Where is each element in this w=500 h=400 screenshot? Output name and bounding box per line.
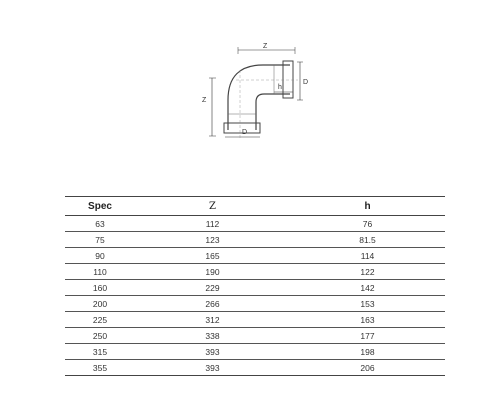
table-row [65,296,445,312]
header-h: h [290,197,445,216]
cell-spec: 110 [65,264,135,280]
cell-h: 142 [290,280,445,296]
dim-bottom-d: D [242,129,248,136]
table-row [65,328,445,344]
table-row [65,248,445,264]
table-row [65,216,445,232]
dim-left-z: Z [202,97,207,104]
cell-z: 393 [135,360,290,376]
header-spec: Spec [65,197,135,216]
table-row [65,232,445,248]
cell-z: 338 [135,328,290,344]
cell-h: 198 [290,344,445,360]
table-header-row [65,197,445,216]
cell-z: 229 [135,280,290,296]
dim-top-z: Z [263,43,268,50]
spec-table [65,196,445,376]
cell-z: 266 [135,296,290,312]
cell-spec: 75 [65,232,135,248]
header-z: Z [135,197,290,216]
cell-spec: 315 [65,344,135,360]
cell-z: 312 [135,312,290,328]
cell-spec: 225 [65,312,135,328]
table-row [65,360,445,376]
cell-h: 177 [290,328,445,344]
cell-h: 114 [290,248,445,264]
cell-z: 190 [135,264,290,280]
table-row [65,280,445,296]
table-row [65,312,445,328]
cell-h: 122 [290,264,445,280]
cell-spec: 63 [65,216,135,232]
cell-z: 112 [135,216,290,232]
cell-spec: 90 [65,248,135,264]
cell-h: 76 [290,216,445,232]
cell-h: 163 [290,312,445,328]
cell-h: 206 [290,360,445,376]
elbow-fitting-drawing [200,40,310,140]
cell-h: 153 [290,296,445,312]
table-row [65,264,445,280]
cell-spec: 200 [65,296,135,312]
cell-spec: 250 [65,328,135,344]
cell-h: 81.5 [290,232,445,248]
cell-z: 393 [135,344,290,360]
cell-spec: 160 [65,280,135,296]
table-row [65,344,445,360]
cell-spec: 355 [65,360,135,376]
dim-right-d: D [303,79,309,86]
cell-z: 165 [135,248,290,264]
cell-z: 123 [135,232,290,248]
dim-h: h [278,84,282,91]
